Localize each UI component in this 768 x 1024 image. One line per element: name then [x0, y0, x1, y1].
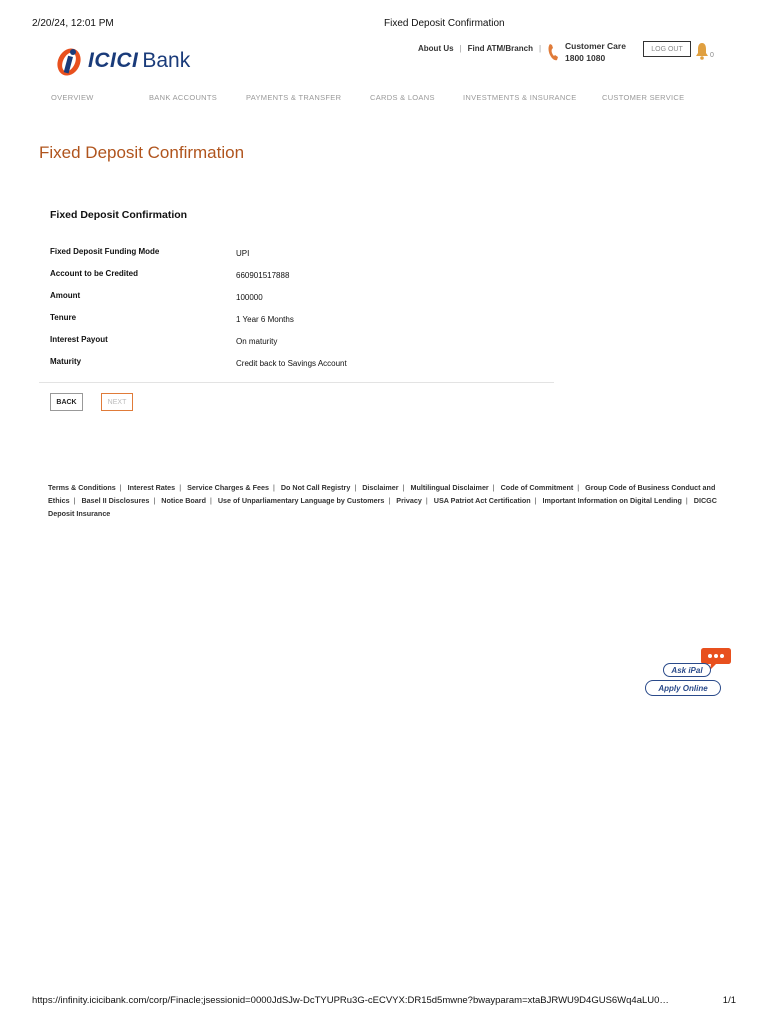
footer-link[interactable]: Use of Unparliamentary Language by Customers [217, 496, 385, 505]
detail-label: Account to be Credited [50, 269, 139, 278]
detail-row-tenure [50, 311, 554, 333]
print-doc-title: Fixed Deposit Confirmation [384, 18, 505, 29]
detail-label: Amount [50, 291, 81, 300]
customer-care [565, 40, 626, 64]
logo-text-icici: ICICI [88, 49, 139, 72]
footer-link[interactable]: Notice Board [161, 496, 206, 505]
section-title: Fixed Deposit Confirmation [50, 209, 188, 221]
footer-link[interactable]: Interest Rates [127, 483, 176, 492]
detail-value: 660901517888 [236, 271, 290, 280]
ask-ipal-button[interactable]: Ask iPal [663, 663, 711, 677]
link-divider: | [459, 44, 462, 53]
detail-label: Maturity [50, 357, 82, 366]
footer-links: Terms & Conditions | Interest Rates | Service Charges & Fees | Do Not Call Registry | Disclaimer | Multilingual Disclaimer | Code of Commitment | Group Code of Business Conduct and Ethics | Basel II Disclosures | Notice Board | Use of Unparliamentary Language by Customers | Privacy | USA Patriot Act Certification | Important Information on Digital Lending | DICGC Deposit Insurance [48, 483, 717, 518]
icici-bank-logo[interactable] [52, 42, 190, 80]
detail-value: Credit back to Savings Account [236, 359, 347, 368]
detail-value: On maturity [236, 337, 278, 346]
footer-link[interactable]: Multilingual Disclaimer [410, 483, 489, 492]
link-divider: | [538, 44, 542, 53]
nav-item-payments-transfer[interactable]: PAYMENTS & TRANSFER [246, 93, 342, 102]
footer-link[interactable]: Do Not Call Registry [280, 483, 351, 492]
detail-label: Tenure [50, 313, 77, 322]
notification-bell-icon[interactable] [695, 42, 709, 60]
logo-text-bank: Bank [142, 49, 191, 72]
customer-care-number: 1800 1080 [565, 53, 606, 63]
ipal-widget[interactable] [645, 646, 733, 698]
top-links [418, 44, 547, 53]
nav-item-bank-accounts[interactable]: BANK ACCOUNTS [149, 93, 218, 102]
about-us-link[interactable]: About Us [418, 44, 454, 53]
detail-label: Fixed Deposit Funding Mode [50, 247, 160, 256]
detail-row-amount [50, 289, 554, 311]
footer-link[interactable]: Important Information on Digital Lending [542, 496, 682, 505]
back-button[interactable]: BACK [50, 393, 83, 411]
print-page-number: 1/1 [722, 995, 736, 1006]
print-url: https://infinity.icicibank.com/corp/Finacle;jsessionid=0000JdSJw-DcTYUPRu3G-cECVYX:DR15d5mwne?bwayparam=xtaBJRWU9D4GUS6Wq4aLU0… [32, 995, 669, 1006]
nav-item-overview[interactable]: OVERVIEW [51, 93, 94, 102]
detail-row-interest-payout [50, 333, 554, 355]
confirmation-details [50, 245, 554, 377]
section-divider [39, 382, 554, 383]
footer-link[interactable]: Privacy [396, 496, 422, 505]
footer-link[interactable]: Code of Commitment [500, 483, 574, 492]
nav-item-investments-insurance[interactable]: INVESTMENTS & INSURANCE [463, 93, 577, 102]
notification-count: 0 [710, 52, 714, 59]
print-datetime: 2/20/24, 12:01 PM [32, 18, 114, 29]
page-title: Fixed Deposit Confirmation [39, 143, 245, 162]
logout-button[interactable]: LOG OUT [643, 41, 691, 57]
detail-value: 100000 [236, 293, 263, 302]
print-header [32, 18, 736, 32]
footer-link[interactable]: Disclaimer [362, 483, 399, 492]
footer-link[interactable]: Service Charges & Fees [187, 483, 269, 492]
phone-icon [546, 42, 560, 62]
detail-row-maturity [50, 355, 554, 377]
nav-item-customer-service[interactable]: CUSTOMER SERVICE [602, 93, 685, 102]
apply-online-button[interactable]: Apply Online [645, 680, 721, 696]
detail-row-account [50, 267, 554, 289]
next-button[interactable]: NEXT [101, 393, 133, 411]
nav-item-cards-loans[interactable]: CARDS & LOANS [370, 93, 435, 102]
detail-row-funding-mode [50, 245, 554, 267]
footer-link[interactable]: USA Patriot Act Certification [433, 496, 531, 505]
icici-logo-icon [52, 44, 86, 78]
detail-value: UPI [236, 249, 250, 258]
detail-value: 1 Year 6 Months [236, 315, 294, 324]
find-atm-branch-link[interactable]: Find ATM/Branch [467, 44, 533, 53]
detail-label: Interest Payout [50, 335, 108, 344]
footer-link[interactable]: Basel II Disclosures [81, 496, 150, 505]
footer-link[interactable]: DICGC Deposit Insurance [48, 496, 717, 518]
footer-link[interactable]: Terms & Conditions [48, 483, 116, 492]
customer-care-label: Customer Care [565, 41, 626, 51]
print-footer [32, 995, 736, 1009]
footer-link[interactable]: Group Code of Business Conduct and Ethics [48, 483, 716, 505]
